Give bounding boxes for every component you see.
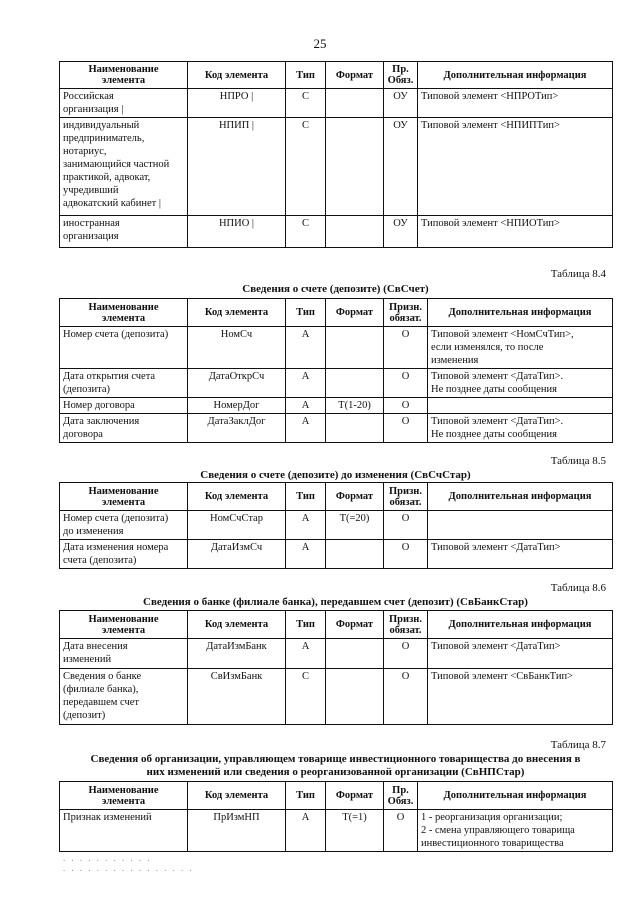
cell-type: А <box>286 327 326 369</box>
cell-element-name: иностранная организация <box>60 216 188 248</box>
table-8-5-title: Сведения о счете (депозите) до изменения (СвСчСтар) <box>200 469 471 481</box>
col-header-format: Формат <box>326 483 384 511</box>
cell-obligation: О <box>384 511 428 540</box>
cell-format <box>326 669 384 725</box>
cell-format <box>326 327 384 369</box>
col-header-name: Наименование элемента <box>60 782 188 810</box>
cell-obligation: О <box>384 639 428 669</box>
cell-element-code: НПИП | <box>188 118 286 216</box>
col-header-code: Код элемента <box>188 299 286 327</box>
cell-element-code: ДатаОткрСч <box>188 369 286 398</box>
table-row <box>60 511 613 540</box>
col-header-type: Тип <box>286 483 326 511</box>
cell-element-name: Номер договора <box>60 398 188 414</box>
page-number: 25 <box>313 36 327 51</box>
cell-format <box>326 639 384 669</box>
col-header-format: Формат <box>326 782 384 810</box>
cell-obligation: О <box>384 669 428 725</box>
table-8-6-label: Таблица 8.6 <box>550 582 606 594</box>
table-row <box>60 89 613 118</box>
cell-type: С <box>286 669 326 725</box>
cell-additional-info <box>428 511 613 540</box>
table-8-7-label: Таблица 8.7 <box>550 739 606 751</box>
scan-stamp-text: · · · · · · · · · · · · · · · · · · · · · · · · · · · <box>62 857 193 875</box>
cell-additional-info: Типовой элемент <ДатаТип>. Не позднее даты сообщения <box>428 369 613 398</box>
cell-additional-info: Типовой элемент <НомСчТип>, если изменялся, то после изменения <box>428 327 613 369</box>
table-row <box>60 327 613 369</box>
col-header-format: Формат <box>326 611 384 639</box>
cell-additional-info <box>428 398 613 414</box>
cell-format: Т(=20) <box>326 511 384 540</box>
cell-element-name: Дата изменения номера счета (депозита) <box>60 540 188 569</box>
cell-element-name: Дата внесения изменений <box>60 639 188 669</box>
table-row <box>60 118 613 216</box>
table-header-row <box>60 299 613 327</box>
cell-type: А <box>286 540 326 569</box>
cell-type: С <box>286 89 326 118</box>
cell-type: А <box>286 810 326 852</box>
table-8-4-title: Сведения о счете (депозите) (СвСчет) <box>242 283 429 295</box>
cell-format <box>326 414 384 443</box>
cell-additional-info: 1 - реорганизация организации; 2 - смена управляющего товарища инвестиционного товарищества <box>418 810 613 852</box>
cell-element-code: НПРО | <box>188 89 286 118</box>
table-row <box>60 369 613 398</box>
cell-element-name: Дата заключения договора <box>60 414 188 443</box>
table-continuation <box>59 61 613 248</box>
table-8-5-label: Таблица 8.5 <box>550 455 606 467</box>
col-header-format: Формат <box>326 62 384 89</box>
table-8-6-title: Сведения о банке (филиале банка), передавшем счет (депозит) (СвБанкСтар) <box>143 596 528 608</box>
col-header-type: Тип <box>286 62 326 89</box>
table-8-4-label: Таблица 8.4 <box>550 268 606 280</box>
table-header-row <box>60 782 613 810</box>
table-8-4 <box>59 298 613 443</box>
table-8-5 <box>59 482 613 569</box>
cell-additional-info: Типовой элемент <НПИОТип> <box>418 216 613 248</box>
table-row <box>60 414 613 443</box>
col-header-code: Код элемента <box>188 782 286 810</box>
table-row <box>60 639 613 669</box>
table-8-7-title: Сведения об организации, управляющем товарище инвестиционного товарищества до внесения в них изменений или сведения о реорганизованной организации (СвНПСтар) <box>90 753 581 778</box>
cell-obligation: ОУ <box>384 118 418 216</box>
col-header-obligation: Пр. Обяз. <box>384 782 418 810</box>
cell-element-code: ДатаИзмСч <box>188 540 286 569</box>
table-row <box>60 216 613 248</box>
cell-additional-info: Типовой элемент <НПИПТип> <box>418 118 613 216</box>
cell-element-name: Дата открытия счета (депозита) <box>60 369 188 398</box>
cell-type: С <box>286 216 326 248</box>
table-row <box>60 669 613 725</box>
cell-element-code: ПрИзмНП <box>188 810 286 852</box>
cell-type: А <box>286 639 326 669</box>
cell-element-code: НПИО | <box>188 216 286 248</box>
col-header-name: Наименование элемента <box>60 611 188 639</box>
col-header-name: Наименование элемента <box>60 299 188 327</box>
cell-format <box>326 540 384 569</box>
cell-format <box>326 118 384 216</box>
col-header-code: Код элемента <box>188 62 286 89</box>
cell-obligation: О <box>384 414 428 443</box>
cell-obligation: ОУ <box>384 216 418 248</box>
col-header-additional: Дополнительная информация <box>428 611 613 639</box>
cell-element-name: индивидуальный предприниматель, нотариус, занимающийся частной практикой, адвокат, учредивший адвокатский кабинет | <box>60 118 188 216</box>
cell-additional-info: Типовой элемент <ДатаТип> <box>428 639 613 669</box>
cell-element-code: НомерДог <box>188 398 286 414</box>
cell-element-code: НомСч <box>188 327 286 369</box>
col-header-obligation: Призн. обязат. <box>384 299 428 327</box>
table-row <box>60 398 613 414</box>
cell-format: Т(=1) <box>326 810 384 852</box>
cell-element-name: Признак изменений <box>60 810 188 852</box>
cell-obligation: О <box>384 369 428 398</box>
cell-type: А <box>286 369 326 398</box>
col-header-obligation: Призн. обязат. <box>384 611 428 639</box>
cell-type: С <box>286 118 326 216</box>
col-header-additional: Дополнительная информация <box>418 62 613 89</box>
table-row <box>60 540 613 569</box>
col-header-additional: Дополнительная информация <box>428 299 613 327</box>
cell-element-name: Номер счета (депозита) до изменения <box>60 511 188 540</box>
cell-type: А <box>286 414 326 443</box>
col-header-type: Тип <box>286 782 326 810</box>
col-header-type: Тип <box>286 611 326 639</box>
table-8-6 <box>59 610 613 725</box>
cell-obligation: О <box>384 810 418 852</box>
cell-element-code: ДатаЗаклДог <box>188 414 286 443</box>
cell-element-name: Номер счета (депозита) <box>60 327 188 369</box>
col-header-code: Код элемента <box>188 483 286 511</box>
table-8-7 <box>59 781 613 852</box>
cell-additional-info: Типовой элемент <СвБанкТип> <box>428 669 613 725</box>
table-header-row <box>60 483 613 511</box>
cell-obligation: ОУ <box>384 89 418 118</box>
cell-format <box>326 216 384 248</box>
col-header-code: Код элемента <box>188 611 286 639</box>
table-row <box>60 810 613 852</box>
cell-additional-info: Типовой элемент <ДатаТип>. Не позднее даты сообщения <box>428 414 613 443</box>
cell-format <box>326 369 384 398</box>
col-header-additional: Дополнительная информация <box>418 782 613 810</box>
cell-element-code: НомСчСтар <box>188 511 286 540</box>
cell-format <box>326 89 384 118</box>
table-header-row <box>60 611 613 639</box>
cell-type: А <box>286 398 326 414</box>
cell-additional-info: Типовой элемент <НПРОТип> <box>418 89 613 118</box>
cell-element-code: ДатаИзмБанк <box>188 639 286 669</box>
cell-format: Т(1-20) <box>326 398 384 414</box>
col-header-name: Наименование элемента <box>60 483 188 511</box>
col-header-obligation: Призн. обязат. <box>384 483 428 511</box>
cell-additional-info: Типовой элемент <ДатаТип> <box>428 540 613 569</box>
col-header-obligation: Пр. Обяз. <box>384 62 418 89</box>
cell-obligation: О <box>384 327 428 369</box>
col-header-format: Формат <box>326 299 384 327</box>
cell-obligation: О <box>384 540 428 569</box>
col-header-name: Наименование элемента <box>60 62 188 89</box>
cell-element-code: СвИзмБанк <box>188 669 286 725</box>
col-header-type: Тип <box>286 299 326 327</box>
cell-type: А <box>286 511 326 540</box>
col-header-additional: Дополнительная информация <box>428 483 613 511</box>
cell-element-name: Сведения о банке (филиале банка), передавшем счет (депозит) <box>60 669 188 725</box>
table-header-row <box>60 62 613 89</box>
cell-element-name: Российская организация | <box>60 89 188 118</box>
cell-obligation: О <box>384 398 428 414</box>
